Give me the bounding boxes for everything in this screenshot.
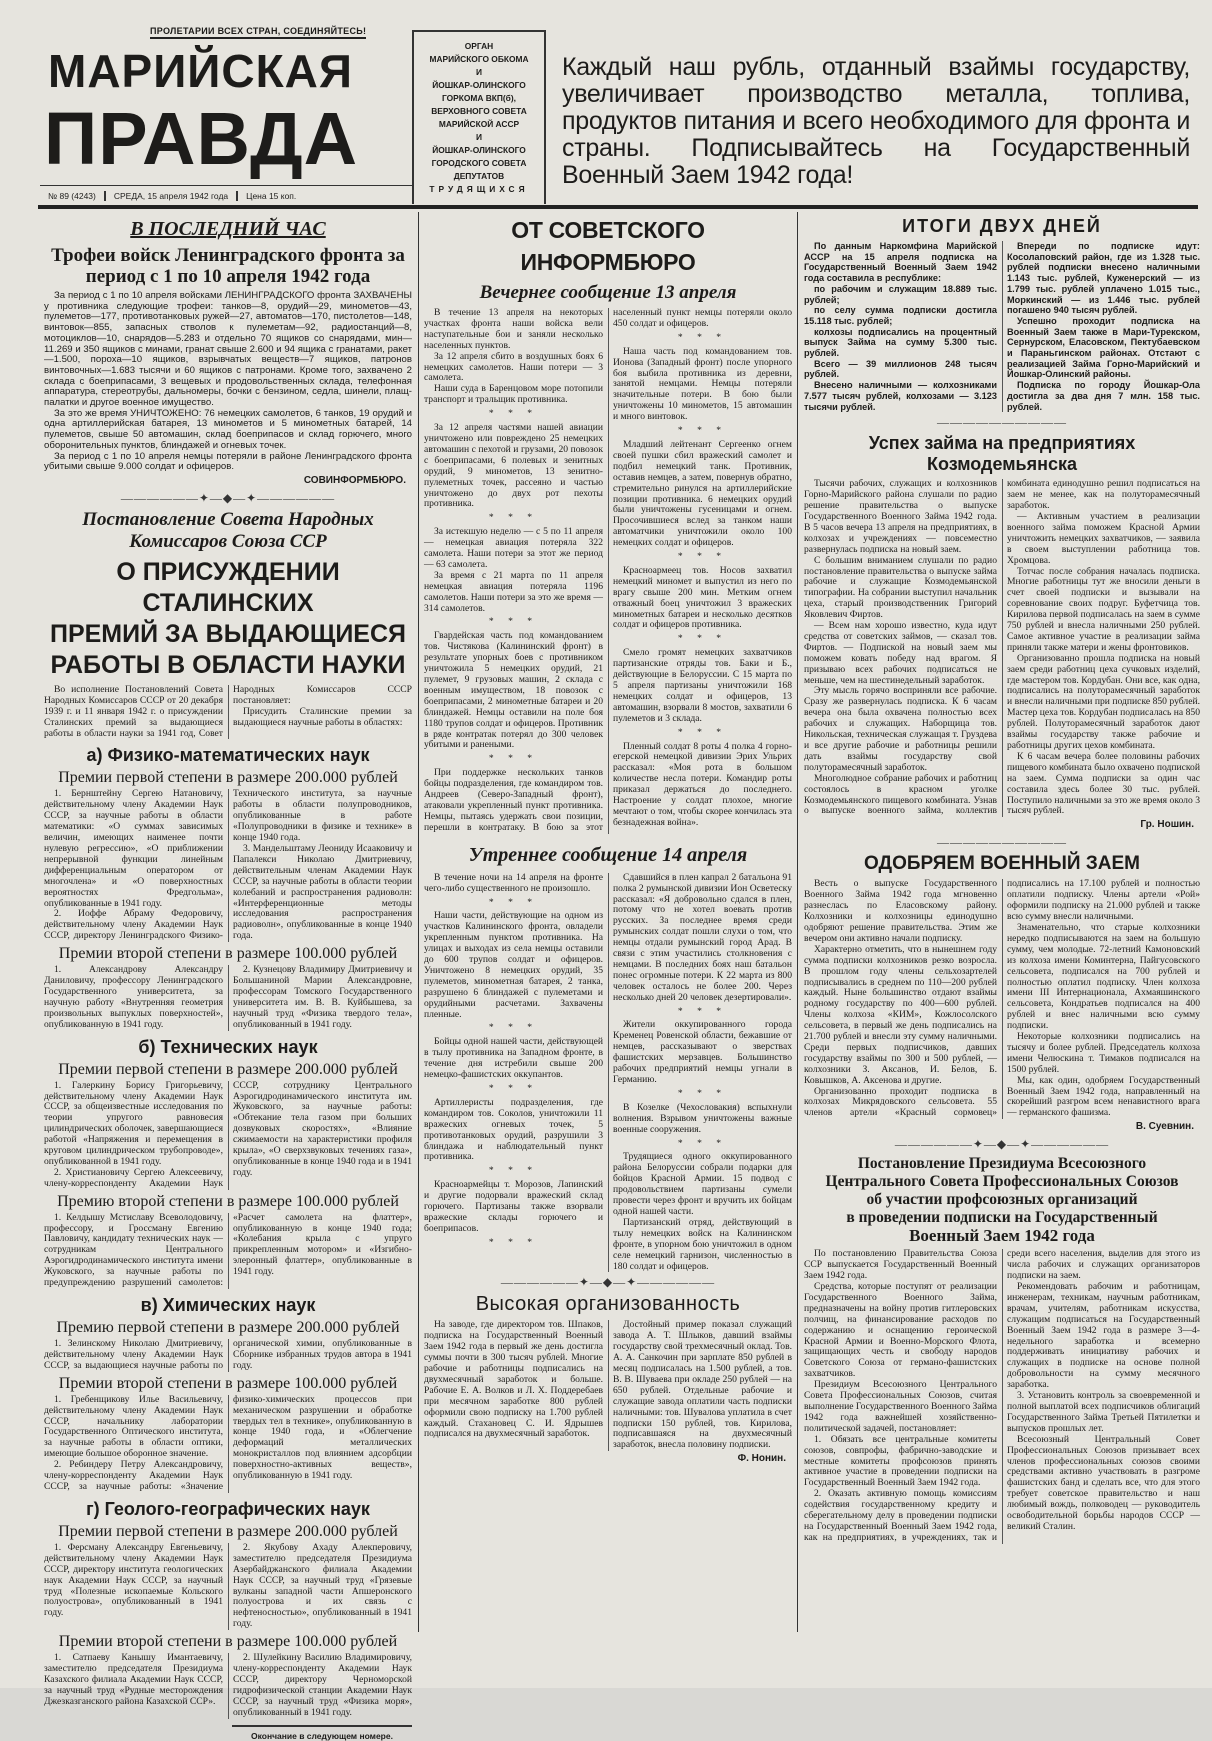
informbureau-title: ОТ СОВЕТСКОГО ИНФОРМБЮРО [511, 217, 705, 275]
paragraph: 1. Александрову Александру Даниловичу, профессору Ленинградского Государственного университета, за научную работу «Внутренняя геометрия произвольных выпуклых поверхностей», опубликованную в 1941 году. [44, 964, 223, 1030]
publisher-line: ЙОШКАР-ОЛИНСКОГО [432, 145, 526, 155]
publisher-line: ГОРОДСКОГО СОВЕТА [431, 158, 527, 168]
paragraph: За время с 21 марта по 11 апреля немецкая авиация потеряла 1196 самолетов. Наши потери за это же время — 314 самолетов. [424, 569, 603, 614]
issue-price: Цена 15 коп. [246, 191, 297, 201]
left-column [44, 218, 412, 1741]
ornament-divider: ——————✦—◆—✦—————— [500, 1275, 716, 1290]
paragraph: по рабочим и служащим 18.889 тыс. рублей; [804, 283, 997, 305]
science-section-title: в) Химических наук [140, 1295, 316, 1316]
laureates-list [44, 789, 412, 942]
newspaper-title-line1: МАРИЙСКАЯ [48, 45, 353, 97]
paragraph: Успешно проходит подписка на Военный Заем также в Мари-Турекском, Сернурском, Еласовском, Пектубаевском и Параньгинском районах. Отстают с реализацией Займа Горно-Марийский и Йошкар-Олинский районы. [1007, 315, 1200, 380]
paragraph: 1. Гребенщикову Илье Васильевичу, действительному члену Академии Наук СССР, начальнику лаборатории Государственного Оптического института, за научные работы в области оптики, имеющие большое оборонное значение. [44, 1393, 223, 1460]
paragraph: Организованно проходит подписка в колхозах Микрядовского сельсовета. 55 членов артели «Красный сормовец» подписались на 17.100 рублей и полностью оплатили подписку. Члены артели «Рой» оформили подписку на 21.000 рублей и также всю сумму внесли наличными. [804, 878, 1200, 1119]
section-separator: * * * [488, 1165, 539, 1177]
paragraph: по селу сумма подписки достигла 15.118 тыс. рублей; [804, 305, 997, 326]
paragraph: Весть о выпуске Государственного Военного Займа 1942 года мгновенно разнеслась по Еласовскому району. Колхозники и колхозницы единодушно одобряют решение правительства. Этим же вечером они активно начали подписку. [804, 878, 997, 944]
prize-degree-heading: Премии первой степени в размере 200.000 рублей [58, 1060, 398, 1078]
divider: —————————— [937, 415, 1067, 430]
paragraph: Наши части, действующие на одном из участков Калининского фронта, овладели укрепленным пунктом противника. На улицах и выходах из села немцы оставили до 600 трупов солдат и офицеров. Уничтожено 8 немецких орудий, 35 пулеметов, минометная батарея, 2 танка, разрушено 6 блиндажей с пулеметами и орудийными расчетами. Захвачены пленные. [424, 910, 603, 1020]
decree-headline-line: ПРЕМИЙ ЗА ВЫДАЮЩИЕСЯ [49, 619, 406, 648]
paragraph: По постановлению Правительства Союза ССР выпускается Государственный Военный Заем 1942 года. [804, 1248, 997, 1282]
kozmodemyansk-signature: Гр. Ношин. [1140, 819, 1194, 831]
paragraph: 2. Якубову Ахаду Алекперовичу, заместителю председателя Президиума Азербайджанского филиала Академии Наук СССР, за научный труд «Грязевые вулканы западной части Апшеронского полуострова и их связь с нефтеносностью», опубликованный в 1941 году. [233, 1541, 412, 1630]
science-section-title: б) Технических наук [138, 1036, 318, 1057]
paragraph: — Всем нам хорошо известно, куда идут средства от советских займов, — сказал тов. Фиртов. — Подпиской на новый заем мы поможем ковать победу над врагом. Я призываю всех рабочих подписаться не меньше, чем на шестинедельный заработок. [804, 620, 997, 686]
paragraph: В Козелке (Чехословакия) вспыхнули волнения. Взрывом уничтожены важные военные сооружения. [613, 1101, 792, 1135]
ornament-divider: ——————✦—◆—✦—————— [120, 490, 336, 505]
paragraph: Подписка по городу Йошкар-Ола достигла за два дня 7 млн. 158 тыс. рублей. [1007, 380, 1200, 412]
presidium-headline-line: Военный Заем 1942 года [909, 1226, 1095, 1246]
paragraph: Смело громят немецких захватчиков партизанские отряды тов. Баки и Б., действующие в Белоруссии. С 15 марта по 5 апреля партизаны уничтожили 168 немецких солдат и офицеров, 13 автомашин, взорвали 8 мостов, захватили 6 пулеметов и 3 склада. [613, 647, 792, 724]
paragraph: Пленный солдат 8 роты 4 полка 4 горно-егерской немецкой дивизии Эрих Ульрих рассказал: «Моя рота в большом количестве несла потери. Командир роты приказал держаться до последнего. Настроение у солдат плохое, многие мечтают о том, чтобы скорее кончилась эта безнадежная война». [613, 740, 792, 828]
paragraph: Президиум Всесоюзного Центрального Совета Профессиональных Союзов, считая выполнение Государственного Военного Займа 1942 года важнейшей хозяйственно-политической задачей, постановляет: [804, 1379, 998, 1434]
publisher-line: ВЕРХОВНОГО СОВЕТА [431, 106, 527, 116]
paragraph: Гвардейская часть под командованием тов. Чистякова (Калининский фронт) в результате упорных боев с противником уничтожила 5 немецких орудий, 21 пулемет, 9 грузовых машин, 2 склада с военным имуществом, 18 повозок с боеприпасами, 2 минометные батареи и 20 блиндажей. Немцы оставили на поле боя 1180 трупов солдат и офицеров. Противник в ряде контратак потерял до 300 человек убитыми и ранеными. [424, 630, 603, 751]
issue-number: № 89 (4243) [40, 191, 106, 201]
prize-degree-heading: Премии первой степени в размере 200.000 рублей [58, 1522, 398, 1540]
publisher-line: ОРГАН [464, 41, 494, 51]
publisher-line: ДЕПУТАТОВ [453, 171, 505, 181]
paragraph: По данным Наркомфина Марийской АССР на 15 апреля подписка на Государственный Военный Заем 1942 года составила в республике: [804, 241, 997, 284]
paragraph: 1. Ферсману Александру Евгеньевичу, действительному члену Академии Наук СССР, директору института геологических наук Академии Наук СССР, за научный труд «Полезные ископаемые Кольского полуострова», опубликованный в 1941 году. [44, 1541, 223, 1619]
prize-sections [44, 739, 412, 1718]
issue-date: СРЕДА, 15 апреля 1942 года [106, 191, 238, 201]
publisher-line: ГОРКОМА ВКП(б), [442, 93, 516, 103]
publisher-box [412, 30, 546, 204]
section-separator: * * * [677, 425, 728, 437]
paragraph: 1. Галеркину Борису Григорьевичу, действительному члену Академии Наук СССР, за общеизвестные исследования по теории упругого равновесия цилиндрических оболочек, завершающиеся работой «Напряжения и перемещения в круговом цилиндрическом трубопроводе», опубликованной в 1941 году. [44, 1079, 224, 1167]
paragraph: Присудить Сталинские премии за выдающиеся научные работы в областях: [233, 705, 412, 728]
publisher-line: ЙОШКАР-ОЛИНСКОГО [432, 80, 526, 90]
approve-title: ОДОБРЯЕМ ВОЕННЫЙ ЗАЕМ [864, 853, 1140, 875]
presidium-headline-line: Постановление Президиума Всесоюзного [857, 1155, 1147, 1173]
paragraph: Тысячи рабочих, служащих и колхозников Горно-Марийского района слушали по радио решение правительства о выпуске Государственного Военного Займа 1942 года. В 5 часов вечера 13 апреля на предприятиях, в колхозах и учреждениях — повсеместно развернулась подписка на новый заем. [804, 478, 997, 555]
paragraph: Партизанский отряд, действующий в тылу немецких войск на Калининском фронте, в упорном бою уничтожил в одном селе немецкий гарнизон, численностью в 180 солдат и офицеров. [613, 1216, 792, 1272]
laureates-list [44, 1339, 412, 1372]
decree-kicker: Постановление Совета Народных Комиссаров Союза ССР [82, 508, 374, 552]
science-section-title: г) Геолого-географических наук [86, 1498, 370, 1519]
organization-body [424, 1320, 792, 1451]
paragraph: Наша часть под командованием тов. Ионова (Западный фронт) после упорного боя выбила противника из деревни, занятой немцами. Немцы потеряли значительные потери. В бою были уничтожены 10 минометов, 15 автомашин и много винтовок. [613, 345, 792, 423]
paragraph: 1. Зелинскому Николаю Дмитриевичу, действительному члену Академии Наук СССР, за выдающиеся научные работы по органической химии, опубликованные в Сборнике избранных трудов автора в 1941 году. [44, 1338, 412, 1371]
decree-intro [44, 685, 412, 740]
section-separator: * * * [488, 512, 539, 524]
paragraph: Всего — 39 миллионов 248 тысяч рублей. [804, 358, 997, 380]
results-title: ИТОГИ ДВУХ ДНЕЙ [902, 216, 1102, 236]
prize-degree-heading: Премию второй степени в размере 100.000 рублей [57, 1192, 399, 1210]
paragraph: За истекшую неделю — с 5 по 11 апреля — немецкая авиация потеряла 322 самолета. Наши потери за этот же период — 63 самолета. [424, 526, 603, 570]
paragraph: С большим вниманием слушали по радио постановление правительства о выпуске займа рабочие и служащие Козмодемьянской типографии. На собрании выступил начальник цеха, старый производственник Григорий Яковлевич Фиртов. [804, 554, 997, 621]
paragraph: За период с 1 по 10 апреля войсками ЛЕНИНГРАДСКОГО фронта ЗАХВАЧЕНЫ у противника следующие трофеи: танков—8, орудий—29, минометов—43, пулеметов—177, противотанковых ружей—27, автоматов—170, пистолетов—148, винтовок—855, запасных стволов к пулеметам—92, радиостанций—8, мотоциклов—10, снарядов—5.283 и отдельно 70 ящиков со снарядами, мин—11.269 и 350 ящиков с минами, гранат свыше 2.600 и 94 ящика с гранатами, ракет—1.500, пороха—10 ящиков, взрывчатых веществ—7 ящиков, патронов винтовочных—1.683 тысячи и 60 ящиков с патронами. Кроме того, захвачено 2 склада с боеприпасами, 3 вещевых и продовольственных склада, телефонная аппаратура, стереотрубы, дальномеры, бочки с бензином, седла, шинели, плащ-палатки и другое военное имущество. [44, 290, 412, 409]
masthead-motto: ПРОЛЕТАРИИ ВСЕХ СТРАН, СОЕДИНЯЙТЕСЬ! [150, 26, 366, 39]
paragraph: Артиллеристы подразделения, где командиром тов. Соколов, уничтожили 11 вражеских огневых точек, 5 противотанковых орудий, разрушили 3 блиндажа и наблюдательный пункт противника. [424, 1096, 603, 1163]
column-divider [797, 212, 798, 1632]
paragraph: Впереди по подписке идут: Косолаповский район, где из 1.328 тыс. рублей подписки внесено наличными 1.143 тыс. рублей, Куженерский — из 1.799 тыс. рублей уплачено 1.015 тыс., Моркинский — из 1.446 тыс. рублей погашено 940 тысяч рублей. [1007, 241, 1200, 316]
decree-headline [44, 557, 412, 681]
section-separator: * * * [677, 331, 728, 343]
section-separator: * * * [677, 1005, 728, 1017]
last-hour-rubric: В ПОСЛЕДНИЙ ЧАС [130, 218, 326, 240]
issue-info-row [40, 185, 412, 206]
paragraph: 2. Христиановичу Сергею Алексеевичу, члену-корреспонденту Академии Наук СССР, сотруднику Центрального Аэрогидродинамического института им. Жуковского, за научные работы: «Обтекание тела газом при больших дозвуковых скоростях», «Влияние сжимаемости на характеристики профиля крыла», «О сверхзвуковых течениях газа», опубликованные в конце 1940 года и в 1941 году. [44, 1079, 412, 1189]
paragraph: 1. Сатпаеву Канышу Имантаевичу, заместителю председателя Президиума Казахского филиала Академии Наук СССР, за научный труд «Рудные месторождения Джезказганского района Казахской ССР». [44, 1652, 223, 1707]
paragraph: Младший лейтенант Сергеенко огнем своей пушки сбил вражеский самолет и подбил немецкий танк. Противник, оставив немцев, а затем, повернув обратно, стремительно ринулся на артиллерийские позиции противника. 6 немецких орудий были уничтожены гусеницами и огнем. Просочившиеся вслед за танком наши автоматчики уничтожили около 100 немецких солдат и офицеров. [613, 438, 792, 549]
section-separator: * * * [677, 1087, 728, 1099]
loan-slogan: Каждый наш рубль, отданный взаймы государству, увеличивает производство металла, топлива, продуктов питания и всего необходимого для фронта и страны. Подписывайтесь на Государственный Военный Заем 1942 года! [562, 53, 1190, 189]
section-separator: * * * [488, 896, 539, 908]
paragraph: Красноармеец тов. Носов захватил немецкий миномет и выпустил из него по врагу свыше 200 мин. Метким огнем отважный боец уничтожил 3 вражеских минометных батареи и несколько десятков солдат и офицеров противника. [613, 564, 792, 631]
last-hour-body [44, 291, 412, 473]
paragraph: За период с 1 по 10 апреля немцы потеряли в районе Ленинградского фронта убитыми свыше 9.000 солдат и офицеров. [44, 450, 412, 473]
kozmodemyansk-body [804, 479, 1200, 817]
paragraph: На заводе, где директором тов. Шпаков, подписка на Государственный Военный Заем 1942 года в первый же день достигла суммы почти в 300 тысяч рублей. Многие рабочие и работницы подписались на двухмесячный заработок и больше. Рабочие Е. А. Волков и Л. Х. Поддеребаев при месячном заработке 800 рублей оформили свою подписку на 1.700 рублей каждый. Стахановец С. И. Ядрышев подписался на двухмесячный заработок. [424, 1319, 603, 1440]
section-separator: * * * [488, 408, 539, 420]
section-separator: * * * [488, 1083, 539, 1094]
evening-report-subtitle: Вечернее сообщение 13 апреля [479, 282, 737, 303]
paragraph: Рекомендовать рабочим и работницам, инженерам, техникам, научным работникам, врачам, учителям, работникам искусства, служащим подписаться на Государственный Военный Заем 1942 года в размере 3—4-недельного заработка и всемерно поддерживать инициативу рабочих и служащих в подписке на основе полной добровольности на сумму месячного заработка. [1007, 1281, 1200, 1391]
paragraph: 2. Иоффе Абраму Федоровичу, действительному члену Академии Наук СССР, директору Ленинградского Физико-Технического института, за научные работы в области полупроводников, опубликованные в работе «Полупроводники в физике и технике» в конце 1940 года. [44, 788, 412, 942]
column-divider [418, 212, 419, 1632]
newspaper-title-line2: ПРАВДА [44, 97, 359, 180]
paragraph: Трудящиеся одного оккупированного района Белоруссии собрали подарки для бойцов Красной Армии. 15 подвод с продовольствием партизаны сумели провести через фронт и вручить их бойцам одной нашей части. [613, 1151, 792, 1217]
presidium-body [804, 1249, 1200, 1543]
paragraph: 2. Ребиндеру Петру Александровичу, члену-корреспонденту Академии Наук СССР, за научные работы: «Значение физико-химических процессов при механическом разрушении и обработке твердых тел в технике», опубликованную в конце 1940 года, и «Облегчение деформаций металлических монокристаллов под влиянием адсорбции поверхностно-активных веществ», опубликованную в 1941 году. [44, 1393, 412, 1492]
decree-headline-line: РАБОТЫ В ОБЛАСТИ НАУКИ [50, 650, 406, 679]
paragraph: Организованно прошла подписка на новый заем среди работниц цеха сучковых изделий, где мастером тов. Кордубан. Они все, как одна, подписались на полуторамесячный заработок и внесли наличными при подписке 850 рублей. Мастер цеха тов. Кордубан подписалась на 850 рублей. Полуторамесячный заработок дают взаймы государству также рабочие и работницы других цехов комбината. [1007, 652, 1200, 751]
morning-report-subtitle: Утреннее сообщение 14 апреля [468, 843, 748, 866]
science-section-title: а) Физико-математических наук [86, 745, 370, 766]
paragraph: Эту мысль горячо восприняли все рабочие. Сразу же развернулась подписка. К 6 часам вечера она была охвачена полностью всех рабочих и служащих. Наборщица тов. Никольская, техническая служащая т. Груздева и все другие рабочие и работницы решили дать взаймы государству свой полуторамесячный заработок. [804, 685, 997, 773]
paragraph: Тотчас после собрания началась подписка. Многие работницы тут же вносили деньги в счет своей подписки и вызывали на соревнование своих подруг. Буфетчица тов. Кирилова первой подписалась на заем в сумме 750 рублей и внесла наличными 250 рублей. Самое активное участие в реализации займа приняли также матери и жены фронтовиков. [1007, 565, 1200, 653]
section-separator: * * * [488, 616, 539, 628]
kozmodemyansk-title: Успех займа на предприятиях Козмодемьянска [868, 433, 1136, 475]
presidium-headline-line: Центрального Совета Профессиональных Союзов [825, 1173, 1179, 1191]
paragraph: В течение 13 апреля на некоторых участках фронта наши войска вели наступательные бои и заняли несколько населенных пунктов. [424, 307, 603, 351]
paragraph: 2. Кузнецову Владимиру Дмитриевичу и Большаниной Марии Александровне, профессорам Томского Государственного университета им. В. В. Куйбышева, за научный труд «Физика твердого тела», опубликованный в 1941 году. [233, 964, 412, 1030]
paragraph: Достойный пример показал служащий завода А. Т. Шлыков, давший взаймы государству свой трехмесячный оклад. Тов. А. А. Санкочин при зарплате 850 рублей в месяц подписалась на 1.500 рублей, а тов. В. В. Шуваева при окладе 250 рублей — на 650 рублей. Отдельные рабочие и служащие завода оплатили часть подписки наличными: тов. Шувалова уплатила в счет подписки 150 рублей, тов. Кирилова, подписавшаяся на двухмесячный заработок, внесла половину подписки. [613, 1319, 792, 1451]
paragraph: 2. Шулейкину Василию Владимировичу, члену-корреспонденту Академии Наук СССР, директору Черноморской гидрофизической станции Академии Наук СССР, за научный труд «Физика моря», опубликованный в 1941 году. [233, 1652, 412, 1718]
section-separator: * * * [677, 633, 728, 645]
paragraph: При поддержке нескольких танков бойцы подразделения, где командиром тов. Андреев (Северо-Западный фронт), атаковали укрепленный пункт противника. Немцы, пытаясь удержать свои позиции, перешли в контратаку. В бою за этот населенный пункт немцы потеряли около 450 солдат и офицеров. [424, 307, 792, 833]
paragraph: Сдавшийся в плен капрал 2 батальона 91 полка 2 румынской дивизии Ион Осветеску рассказал: «Я добровольно сдался в плен, потому что не хотел воевать против русских. За последнее время среди румынских солдат пошли слухи о том, что немцы отдали румынский город Арад. В связи с этим участились столкновения с немцами. В последних боях наш батальон понес огромные потери. К 22 марта из 800 человек осталось не более 200. Через несколько дней 20 человек дезертировали». [613, 871, 792, 1003]
approve-signature: В. Суевнин. [1135, 1121, 1194, 1133]
paragraph: Характерно отметить, что в нынешнем году сумма подписки колхозников резко возросла. В прошлом году члены сельхозартелей подписывались в среднем по 110—200 рублей каждый. Ныне большинство отдают взаймы родному государству по 400—600 рублей. Члены колхоза «КИМ», Кожлосолского сельсовета, в первый же день подписались на 21.700 рублей и внесли эту сумму наличными. Среди первых подписчиков, давших государству взаймы по 300 и 500 рублей, — колхозники З. Аксанов, И. Белов, Б. Ковышков, А. Аксенова и другие. [804, 943, 997, 1086]
right-column [804, 216, 1200, 1544]
presidium-headline-line: об участии профсоюзных организаций [866, 1191, 1138, 1209]
prize-degree-heading: Премии второй степени в размере 100.000 рублей [58, 1374, 398, 1392]
results-body [804, 241, 1200, 412]
paragraph: Бойцы одной нашей части, действующей в тылу противника на Западном фронте, в течение дня истребили свыше 200 немецко-фашистских оккупантов. [424, 1036, 603, 1081]
prize-degree-heading: Премии первой степени в размере 200.000 рублей [58, 769, 398, 787]
prize-degree-heading: Премии второй степени в размере 100.000 рублей [58, 945, 398, 963]
paragraph: Во исполнение Постановлений Совета Народных Комиссаров СССР от 20 декабря 1939 г. и 11 января 1942 г. о присуждении Сталинских премий за выдающиеся работы в области науки за 1941 год, Совет Народных Комиссаров СССР постановляет: [44, 683, 412, 739]
paragraph: Многолюдное собрание рабочих и работниц состоялось в красном уголке Козмодемьянского пищевого комбината. Узнав о выпуске военного займа, коллектив комбината единодушно решил подписаться на заем не менее, как на полуторамесячный заработок. [804, 478, 1200, 817]
laureates-list [44, 1213, 412, 1289]
middle-column [424, 214, 792, 1466]
section-separator: * * * [488, 1236, 539, 1248]
paragraph: За 12 апреля частями нашей авиации уничтожено или повреждено 25 немецких автомашин с пехотой и грузами, 20 повозок с боеприпасами, 6 полевых и зенитных орудий, 9 минометов, 13 зенитно-пулеметных точек, рассеяно и частью уничтожено до двух рот пехоты противника. [424, 422, 603, 510]
publisher-line: И [475, 132, 483, 142]
ornament-divider: ——————✦—◆—✦—————— [894, 1137, 1110, 1152]
paragraph: колхозы подписались на процентный выпуск Займа на сумму 5.300 тыс. рублей. [804, 326, 997, 359]
laureates-list [44, 1395, 412, 1493]
last-hour-headline: Трофеи войск Ленинградского фронта за период с 1 по 10 апреля 1942 года [51, 245, 405, 287]
divider: —————————— [937, 835, 1067, 850]
continued-note: Окончание в следующем номере. [232, 1725, 412, 1741]
laureates-list [44, 1081, 412, 1190]
paragraph: К 6 часам вечера более половины рабочих пищевого комбината было охвачено подпиской на заем. Сумма подписки за один час составила здесь более 30 тыс. рублей. Поступило наличными за это же время около 3 тысяч рублей. [1007, 750, 1200, 817]
publisher-line: МАРИЙСКОГО ОБКОМА [429, 54, 529, 64]
paragraph: За 12 апреля сбито в воздушных боях 6 немецких самолетов. Наши потери — 3 самолета. [424, 350, 603, 384]
section-separator: * * * [677, 726, 728, 738]
paragraph: Жители оккупированного города Кременец Ровенской области, бежавшие от немцев, рассказывают о зверствах фашистских мерзавцев. Большинство рабочих предприятий немцы угнали в Германию. [613, 1019, 792, 1085]
paragraph: 1. Келдышу Мстиславу Всеволодовичу, профессору, и Гроссману Евгению Павловичу, кандидату технических наук — сотрудникам Центрального Аэрогидродинамического института имени Жуковского, за научные работы по предупреждению разрушений самолетов: «Расчет самолета на флаттер», опубликованную в конце 1940 года; «Колебания крыла с упруго прикрепленным мотором» и «Изгибно-элеронный флаттер», опубликованные в 1941 году. [44, 1211, 412, 1289]
laureates-list [44, 1653, 412, 1718]
decree-headline-line: О ПРИСУЖДЕНИИ СТАЛИНСКИХ [116, 557, 340, 617]
section-separator: * * * [677, 551, 728, 563]
paragraph: 3. Мандельштаму Леониду Исааковичу и Папалекси Николаю Дмитриевичу, действительным членам Академии Наук СССР, за научные работы в области теории колебаний и распространения радиоволн: «Интерференционные методы исследования распространения радиоволн», опубликованные в конце 1940 года. [233, 843, 412, 942]
publisher-line: И [475, 67, 483, 77]
evening-report-body [424, 308, 792, 834]
paragraph: Некоторые колхозники подписались на тысячу и более рублей. Председатель колхоза имени Челюскина т. Тимаков подписался на 1500 рублей. [1007, 1031, 1200, 1075]
section-separator: * * * [677, 1137, 728, 1149]
paragraph: — Активным участием в реализации военного займа поможем Красной Армии уничтожить немецких захватчиков, — заявила в своем выступлении работница тов. Хромцова. [1007, 510, 1200, 566]
paragraph: Всесоюзный Центральный Совет Профессиональных Союзов призывает всех членов профессиональных союзов своими средствами активно участвовать в разгроме фашистских банд и сделать все, что для этого требует советское правительство и наш любимый вождь, полководец — руководитель освободительной борьбы народов СССР — великий Сталин. [1007, 1433, 1200, 1532]
paragraph: 1. Бернштейну Сергею Натановичу, действительному члену Академии Наук СССР, за научные работы в области математики: «О суммах зависимых величин, имеющих наименее почти нулевую регрессию», «О приближении непрерывной функции линейным дифференциальным оператором от многочлена» и «О поверхностных вероятностях Фредгольма», опубликованные в 1941 году. [44, 788, 223, 909]
paragraph: Красноармейцы т. Морозов, Лапинский и другие подорвали вражеский склад горючего. Партизаны также взорвали вражеские склады горючего и боеприпасов. [424, 1179, 603, 1234]
morning-report-body [424, 873, 792, 1273]
prize-degree-heading: Премию первой степени в размере 200.000 рублей [56, 1319, 400, 1337]
paragraph: В течение ночи на 14 апреля на фронте чего-либо существенного не произошло. [424, 871, 603, 894]
paragraph: 3. Установить контроль за своевременной и полной выплатой всех подписчиков облигаций Государственного Займа Третьей Пятилетки и выпусков прошлых лет. [1007, 1390, 1200, 1434]
masthead-rule [38, 205, 1198, 209]
paragraph: 2. Оказать активную помощь комиссиям содействия государственному кредиту и сберегательному делу в проведении подписки на Государственный Военный Заем 1942 года, как на предприятиях, в учреждениях, так и среди всего населения, выделив для этого из числа рабочих и служащих организаторов подписки на заем. [804, 1248, 1200, 1543]
laureates-list [44, 1543, 412, 1630]
last-hour-signature: СОВИНФОРМБЮРО. [303, 474, 406, 486]
paragraph: Средства, которые поступят от реализации Государственного Военного Займа, предназначены на войну против гитлеровских полчищ, на финансирование расходов по содержанию и оснащению героической Красной Армии и Военно-Морского Флота, защищающих честь и свободу народов Советского Союза от германо-фашистских захватчиков. [804, 1281, 997, 1380]
paragraph: За это же время УНИЧТОЖЕНО: 76 немецких самолетов, 6 танков, 19 орудий и одна артиллерийская батарея, 13 минометов и 5 минометных батарей, 14 пулеметов, свыше 50 автомашин, склад боеприпасов и склад горючего, много оборонительных пунктов, блиндажей и огневых точек. [44, 407, 412, 451]
section-separator: * * * [488, 1022, 539, 1034]
paragraph: Наши суда в Баренцовом море потопили транспорт и тральщик противника. [424, 383, 603, 406]
paragraph: Мы, как один, одобряем Государственный Военный Заем 1942 года, направленный на скорейший разгром всем ненавистного врага — германского фашизма. [1007, 1074, 1200, 1119]
publisher-line: ТРУДЯЩИХСЯ [429, 184, 529, 194]
laureates-list [44, 965, 412, 1030]
paragraph: 1. Обязать все центральные комитеты союзов, совпрофы, фабрично-заводские и местные комитеты профсоюзов принять активное участие в проведении подписки на Государственный Военный Заем 1942 года. [804, 1433, 997, 1489]
organization-title: Высокая организованность [475, 1293, 741, 1316]
organization-signature: Ф. Нонин. [737, 1453, 786, 1465]
approve-body [804, 879, 1200, 1119]
paragraph: Внесено наличными — колхозниками 7.577 тысяч рублей, колхозами — 3.123 тысячи рублей. [804, 380, 997, 412]
publisher-line: МАРИЙСКОЙ АССР [438, 119, 520, 129]
presidium-headline [804, 1155, 1200, 1245]
paragraph: Знаменательно, что старые колхозники нередко подписываются на заем на большую сумму, чем молодые. 72-летний Камоновский из колхоза имени Коминтерна, Пайгусовского сельсовета, подписался на 700 рублей и полностью оплатил подписку. Член колхоза имени III Интернационала, Ахмаяшинского сельсовета, Кондратьев подписался на 400 рублей и внес наличными всю сумму подписки. [1007, 921, 1200, 1032]
prize-degree-heading: Премии второй степени в размере 100.000 рублей [58, 1633, 398, 1651]
section-separator: * * * [488, 753, 539, 765]
presidium-headline-line: в проведении подписки на Государственный [846, 1209, 1158, 1227]
